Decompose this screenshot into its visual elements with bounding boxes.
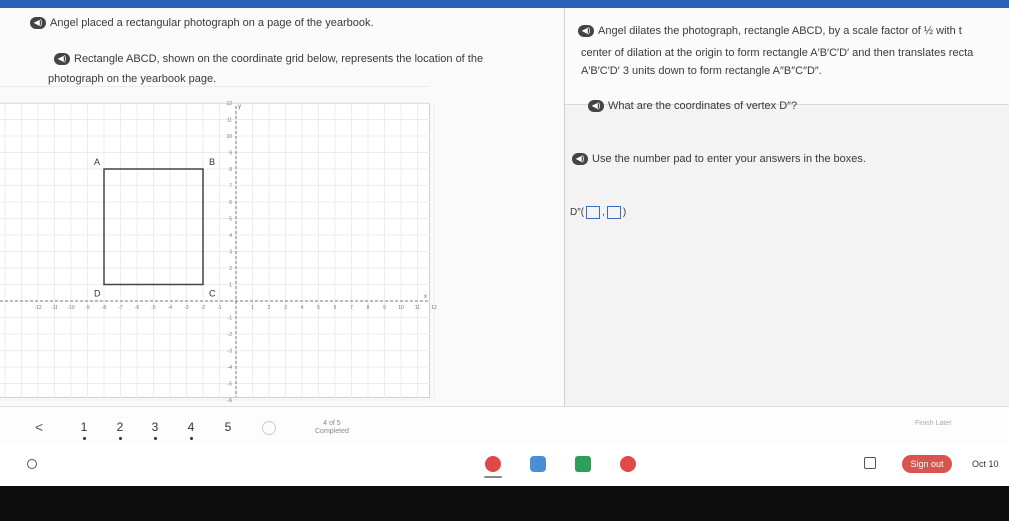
part1-text: ◀) Rectangle ABCD, shown on the coordinate grid below, represents the location of the	[54, 52, 483, 66]
x-tick-label: 9	[383, 305, 386, 311]
x-tick-label: 1	[251, 305, 254, 311]
x-axis-label: x	[424, 294, 427, 300]
x-tick-label: 7	[350, 305, 353, 311]
vertex-label-a: A	[94, 157, 101, 167]
launcher-icon[interactable]	[27, 459, 37, 469]
vertex-label-c: C	[209, 288, 216, 299]
y-tick-label: 6	[229, 200, 232, 206]
coordinate-grid-card	[0, 101, 437, 404]
vertex-label-b: B	[209, 157, 216, 167]
vertex-label-d: D	[94, 288, 101, 299]
y-tick-label: -3	[227, 348, 232, 355]
x-tick-label: 4	[300, 305, 304, 311]
x-tick-label: 3	[284, 305, 287, 311]
active-app-indicator	[484, 476, 502, 478]
y-tick-label: 4	[229, 233, 232, 239]
axes	[0, 104, 428, 397]
answer-suffix: )	[622, 207, 627, 219]
x-tick-label: 12	[431, 305, 437, 311]
y-tick-label: 2	[229, 266, 232, 272]
sign-out-button[interactable]: Sign out	[902, 455, 952, 473]
part1-text-cont: photograph on the yearbook page.	[48, 73, 217, 85]
y-tick-label: -5	[227, 381, 232, 388]
finish-later-button[interactable]: Finish Later	[915, 420, 952, 427]
y-tick-label: 9	[229, 150, 232, 157]
x-tick-label: -11	[51, 305, 58, 311]
x-tick-label: 8	[366, 305, 370, 311]
intro-text: ◀) Angel placed a rectangular photograph on a page of the yearbook.	[30, 16, 374, 30]
x-tick-label: 11	[414, 305, 421, 311]
answer-x-input[interactable]	[586, 206, 600, 219]
x-tick-label: -12	[34, 305, 42, 311]
pane-divider	[564, 8, 565, 406]
instruction-text: ◀) Use the number pad to enter your answers in the boxes.	[572, 152, 866, 166]
question-text: ◀) What are the coordinates of vertex D″?	[588, 99, 797, 113]
page-1-dot	[83, 437, 86, 440]
y-tick-label: 5	[229, 216, 232, 223]
y-tick-label: 10	[226, 134, 232, 140]
answer-row	[570, 206, 626, 220]
y-tick-label: -2	[227, 332, 232, 338]
x-tick-label: -5	[151, 305, 156, 311]
speaker-icon[interactable]: ◀)	[54, 53, 70, 65]
y-tick-label: -4	[227, 365, 232, 371]
page-4-button[interactable]: 4	[187, 420, 195, 434]
y-tick-label: 11	[226, 117, 232, 124]
part2-text: ◀) Angel dilates the photograph, rectangle ABCD, by a scale factor of ½ with t	[578, 24, 962, 38]
y-tick-label: 1	[229, 282, 232, 289]
files-icon[interactable]	[530, 456, 546, 472]
y-axis-label: y	[238, 104, 241, 110]
answer-prefix: D″(	[570, 207, 585, 219]
page-4-dot	[190, 437, 193, 440]
progress-text	[315, 420, 349, 436]
page-1-button[interactable]: 1	[80, 420, 88, 434]
x-tick-label: -8	[101, 305, 107, 311]
x-tick-label: -7	[118, 305, 123, 311]
x-tick-label: 2	[267, 305, 271, 311]
prev-page-button[interactable]: <	[35, 419, 44, 435]
answer-y-input[interactable]	[607, 206, 621, 219]
part2-text-cont: center of dilation at the origin to form rectangle A′B′C′D′ and then translates recta	[581, 47, 974, 59]
y-tick-label: 8	[229, 167, 232, 173]
x-tick-label: -2	[200, 305, 206, 311]
page-5-button[interactable]: 5	[224, 420, 232, 434]
page-2-button[interactable]: 2	[116, 420, 124, 434]
x-tick-label: -6	[134, 305, 140, 311]
page-2-dot	[119, 437, 122, 440]
tray-icon[interactable]	[864, 457, 876, 469]
taskbar	[0, 442, 1009, 486]
x-tick-label: -4	[167, 305, 173, 311]
page-3-button[interactable]: 3	[151, 420, 159, 434]
screen-bezel	[0, 486, 1009, 521]
x-tick-label: 5	[317, 305, 320, 311]
x-tick-label: 6	[333, 305, 337, 311]
y-tick-label: 12	[226, 101, 232, 107]
rectangle-abcd	[94, 157, 216, 299]
x-tick-label: 10	[398, 305, 404, 311]
x-tick-label: -10	[67, 305, 75, 311]
x-tick-label: -9	[85, 305, 90, 311]
speaker-icon[interactable]: ◀)	[30, 17, 46, 29]
grid-lines	[0, 87, 434, 401]
app-icon[interactable]	[620, 456, 636, 472]
y-tick-label: -1	[227, 315, 232, 322]
progress-count: 4 of 5	[323, 420, 341, 427]
speaker-icon[interactable]: ◀)	[572, 153, 588, 165]
y-tick-label: -6	[227, 398, 232, 404]
review-circle-icon[interactable]	[262, 421, 276, 435]
docs-icon[interactable]	[575, 456, 591, 472]
coordinate-grid	[0, 101, 437, 404]
speaker-icon[interactable]: ◀)	[578, 25, 594, 37]
answer-separator: ,	[602, 207, 605, 219]
speaker-icon[interactable]: ◀)	[588, 100, 604, 112]
x-tick-label: -3	[184, 305, 189, 311]
part2-text-cont2: A′B′C′D′ 3 units down to form rectangle A″B″C″D″.	[581, 65, 822, 77]
x-tick-label: -1	[217, 305, 222, 311]
date-label[interactable]: Oct 10	[972, 459, 999, 469]
page-3-dot	[154, 437, 157, 440]
top-bar	[0, 0, 1009, 8]
chrome-icon[interactable]	[485, 456, 501, 472]
y-tick-label: 7	[229, 183, 232, 190]
y-tick-label: 3	[229, 249, 232, 256]
progress-status: Completed	[315, 428, 349, 435]
